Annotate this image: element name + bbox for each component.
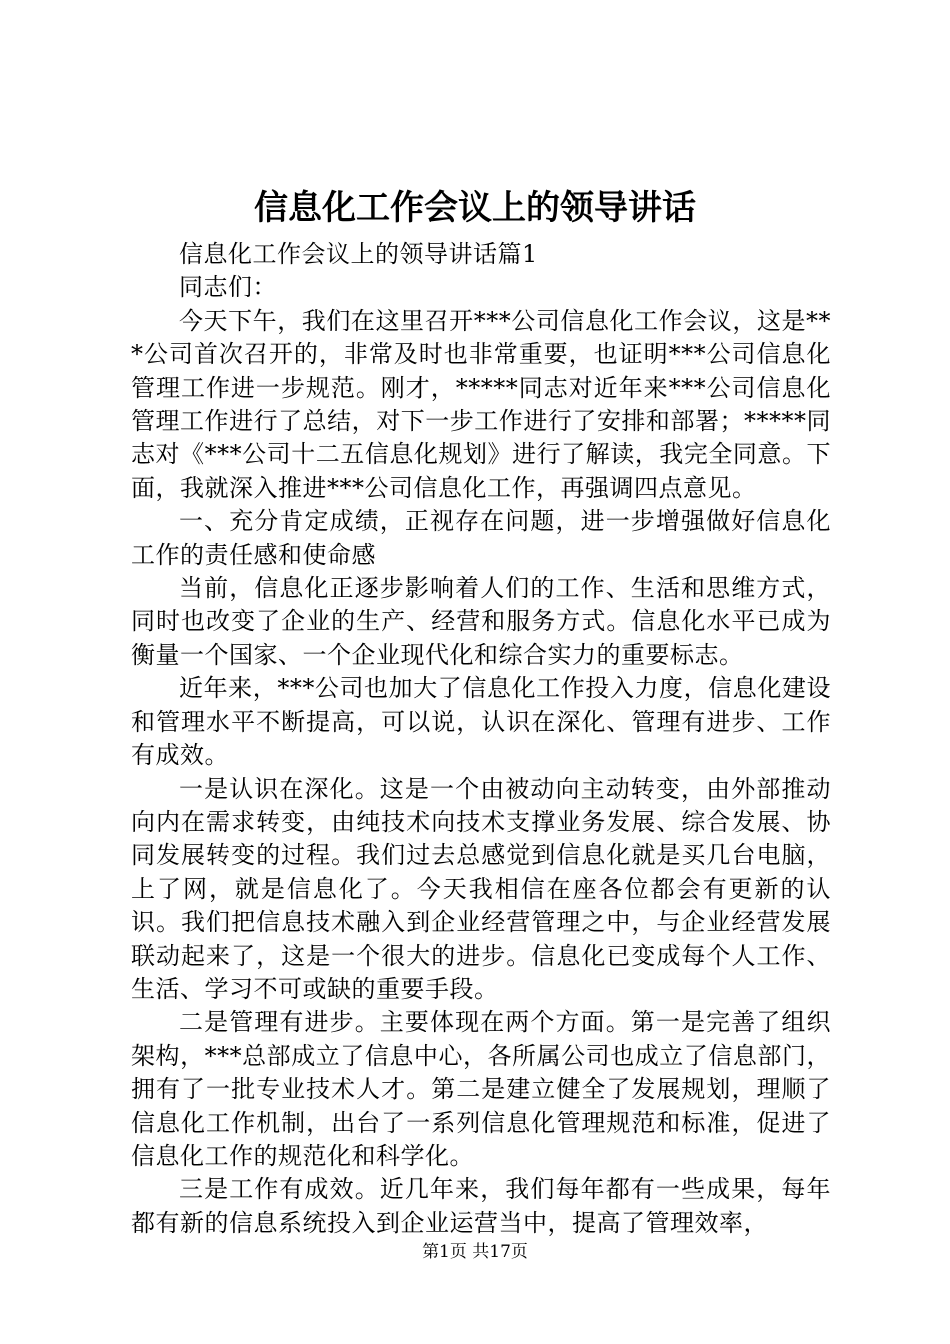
body-paragraph: 一是认识在深化。这是一个由被动向主动转变，由外部推动向内在需求转变，由纯技术向技术支撑业务发展、综合发展、协同发展转变的过程。我们过去总感觉到信息化就是买几台电脑，上了网，就是信息化了。今天我相信在座各位都会有更新的认识。我们把信息技术融入到企业经营管理之中，与企业经营发展联动起来了，这是一个很大的进步。信息化已变成每个人工作、生活、学习不可或缺的重要手段。 xyxy=(131,774,831,1003)
body-paragraph: 近年来，***公司也加大了信息化工作投入力度，信息化建设和管理水平不断提高，可以说，认识在深化、管理有进步、工作有成效。 xyxy=(131,674,831,770)
body-paragraph: 二是管理有进步。主要体现在两个方面。第一是完善了组织架构，***总部成立了信息中心，各所属公司也成立了信息部门，拥有了一批专业技术人才。第二是建立健全了发展规划，理顺了信息化工作机制，出台了一系列信息化管理规范和标准，促进了信息化工作的规范化和科学化。 xyxy=(131,1008,831,1170)
page-footer: 第1页 共17页 xyxy=(422,1242,528,1262)
body-paragraph: 当前，信息化正逐步影响着人们的工作、生活和思维方式，同时也改变了企业的生产、经营和服务方式。信息化水平已成为衡量一个国家、一个企业现代化和综合实力的重要标志。 xyxy=(131,574,831,669)
body-paragraph: 今天下午，我们在这里召开***公司信息化工作会议，这是***公司首次召开的，非常及时也非常重要，也证明***公司信息化管理工作进一步规范。刚才，*****同志对近年来***公司信息化管理工作进行了总结，对下一步工作进行了安排和部署；*****同志对《***公司十二五信息化规划》进行了解读，我完全同意。下面，我就深入推进***公司信息化工作，再强调四点意见。 xyxy=(131,306,831,502)
body-paragraph: 一、充分肯定成绩，正视存在问题，进一步增强做好信息化工作的责任感和使命感 xyxy=(131,507,831,569)
section-heading: 信息化工作会议上的领导讲话篇1 xyxy=(179,240,538,268)
salutation: 同志们： xyxy=(179,273,277,302)
document-body xyxy=(131,238,831,1240)
body-paragraph: 三是工作有成效。近几年来，我们每年都有一些成果，每年都有新的信息系统投入到企业运营当中，提高了管理效率， xyxy=(131,1175,831,1237)
document-title: 信息化工作会议上的领导讲话 xyxy=(254,188,696,228)
